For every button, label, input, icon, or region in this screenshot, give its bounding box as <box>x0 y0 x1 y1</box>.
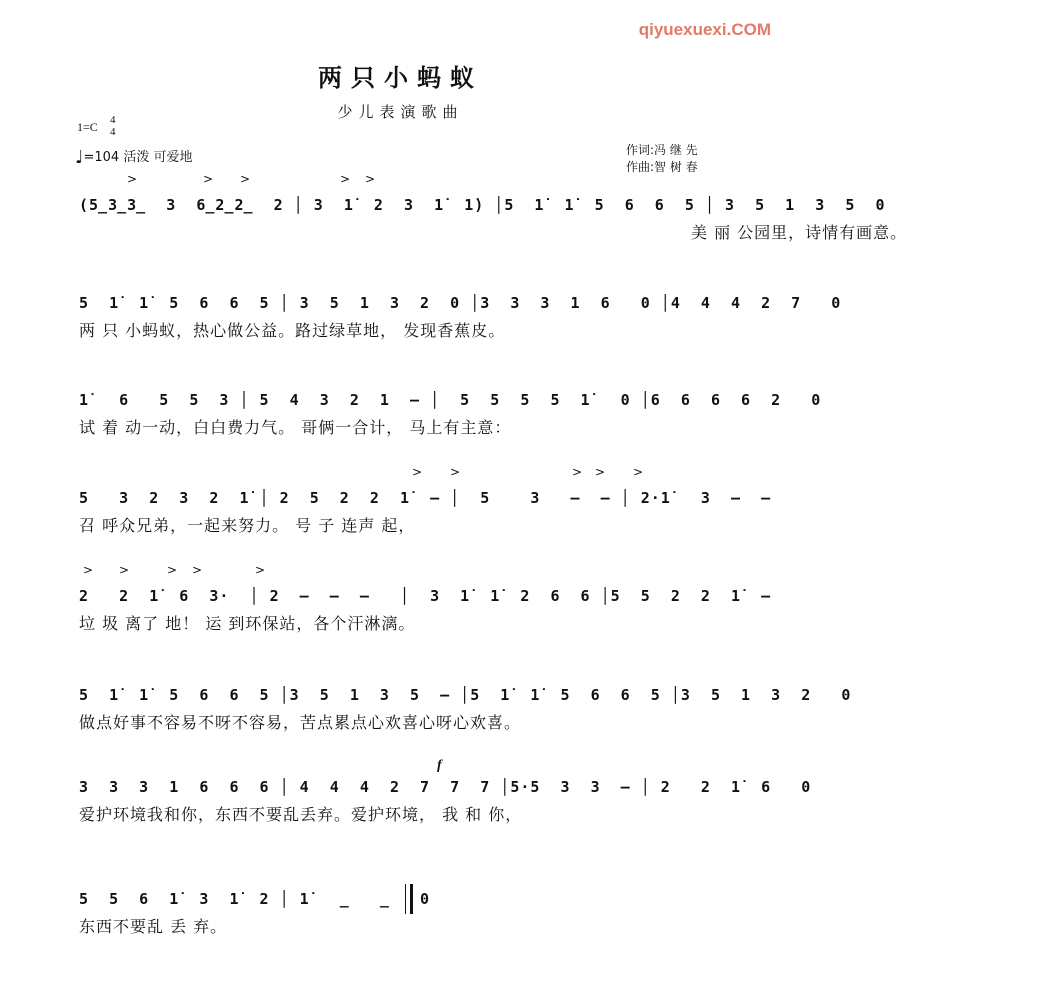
accent-mark: > <box>365 172 376 186</box>
notation-row <box>75 465 772 513</box>
jianpu-notes: 3 3 3 1 6 6 6 │ 4 4 4 2 7 7 7 │5·5 3 3 – │ 2 2 1̇ 6 0 <box>79 778 812 796</box>
jianpu-notes: 2 2 1̇ 6 3· │ 2 – – – │ 3 1̇ 1̇ 2 6 6 │5 5 2 2 1̇ – <box>79 587 772 605</box>
score-system-3 <box>75 385 822 439</box>
time-signature <box>110 114 116 138</box>
score-system-6 <box>75 680 852 734</box>
lyric-line: 两 只 小蚂蚁，热心做公益。路过绿草地， 发现香蕉皮。 <box>79 321 506 340</box>
forte-dynamic-mark: f <box>437 758 442 773</box>
final-barline <box>405 884 413 914</box>
lyric-row <box>75 914 735 938</box>
lyric-row <box>75 318 735 342</box>
jianpu-notes: (5̲3̲3̲ 3 6̲2̲2̲ 2 │ 3 1̇ 2 3 1̇ 1̇) │5 1̇ 1̇ 5 6 6 5 │ 3 5 1 3 5 0 <box>79 196 886 214</box>
score-system-7 <box>75 758 812 826</box>
accent-mark: > <box>192 563 203 577</box>
accent-mark: > <box>633 465 644 479</box>
notation-row <box>75 288 842 318</box>
lyric-line: 东西不要乱 丢 弃。 <box>79 917 228 936</box>
time-signature-top: 4 <box>110 114 116 126</box>
accent-mark: > <box>572 465 583 479</box>
jianpu-notes: 5 5 6 1̇ 3 1̇ 2 │ 1̇ _ _ 0 <box>79 890 431 908</box>
score-system-5 <box>75 563 772 635</box>
accent-mark: > <box>255 563 266 577</box>
score-system-2 <box>75 288 842 342</box>
lyric-row <box>75 802 735 826</box>
accent-mark: > <box>412 465 423 479</box>
accent-mark: > <box>119 563 130 577</box>
accent-mark: > <box>240 172 251 186</box>
notation-row <box>75 385 822 415</box>
time-signature-bottom: 4 <box>110 126 116 138</box>
jianpu-notes: 5 1̇ 1̇ 5 6 6 5 │ 3 5 1 3 2 0 │3 3 3 1 6 0 │4 4 4 2 7 0 <box>79 294 842 312</box>
lyric-row <box>75 611 735 635</box>
notation-row <box>75 680 852 710</box>
lyric-line: 垃 圾 离了 地！ 运 到环保站，各个汗淋漓。 <box>79 614 416 633</box>
lyric-row <box>75 710 735 734</box>
lyric-line: 试 着 动一动，白白费力气。 哥俩一合计， 马上有主意： <box>79 418 512 437</box>
lyric-line: 美 丽 公园里，诗情有画意。 <box>691 223 908 242</box>
notation-row <box>75 563 772 611</box>
lyric-line: 召 呼众兄弟，一起来努力。 号 子 连声 起， <box>79 516 416 535</box>
notation-row <box>75 884 735 914</box>
accent-mark: > <box>450 465 461 479</box>
accent-mark: > <box>167 563 178 577</box>
lyric-row <box>383 220 1043 244</box>
notation-row <box>75 172 886 220</box>
song-title: 两只小蚂蚁 <box>318 64 483 92</box>
lyric-line: 做点好事不容易不呀不容易，苦点累点心欢喜心呀心欢喜。 <box>79 713 522 732</box>
score-system-1 <box>75 172 908 244</box>
composer-credit: 作曲:智 树 春 <box>626 160 698 174</box>
notation-row <box>75 758 812 802</box>
quarter-note-icon: ♩ <box>75 147 84 168</box>
accent-mark: > <box>127 172 138 186</box>
accent-mark: > <box>340 172 351 186</box>
accent-mark: > <box>203 172 214 186</box>
lyric-row <box>75 415 735 439</box>
lyric-row <box>75 513 735 537</box>
lyricist-credit: 作词:冯 继 先 <box>626 143 698 157</box>
score-system-4 <box>75 465 772 537</box>
score-system-8 <box>75 884 735 938</box>
jianpu-notes: 5 1̇ 1̇ 5 6 6 5 │3 5 1 3 5 – │5 1̇ 1̇ 5 6 6 5 │3 5 1 3 2 0 <box>79 686 852 704</box>
tempo-text: =104 活泼 可爱地 <box>83 150 193 165</box>
accent-mark: > <box>595 465 606 479</box>
accent-mark: > <box>83 563 94 577</box>
credits <box>626 142 698 176</box>
site-watermark: qiyuexuexi.COM <box>638 20 771 39</box>
tempo-marking <box>75 146 192 168</box>
song-subtitle: 少儿表演歌曲 <box>337 103 464 121</box>
lyric-line: 爱护环境我和你，东西不要乱丢弃。爱护环境， 我 和 你， <box>79 805 523 824</box>
jianpu-notes: 5 3 2 3 2 1̇ │ 2 5 2 2 1̇ – │ 5 3 – – │ 2·1̇ 3 – – <box>79 489 772 507</box>
key-signature: 1=C <box>77 120 98 134</box>
jianpu-notes: 1̇ 6 5 5 3 │ 5 4 3 2 1 – │ 5 5 5 5 1̇ 0 │6 6 6 6 2 0 <box>79 391 822 409</box>
